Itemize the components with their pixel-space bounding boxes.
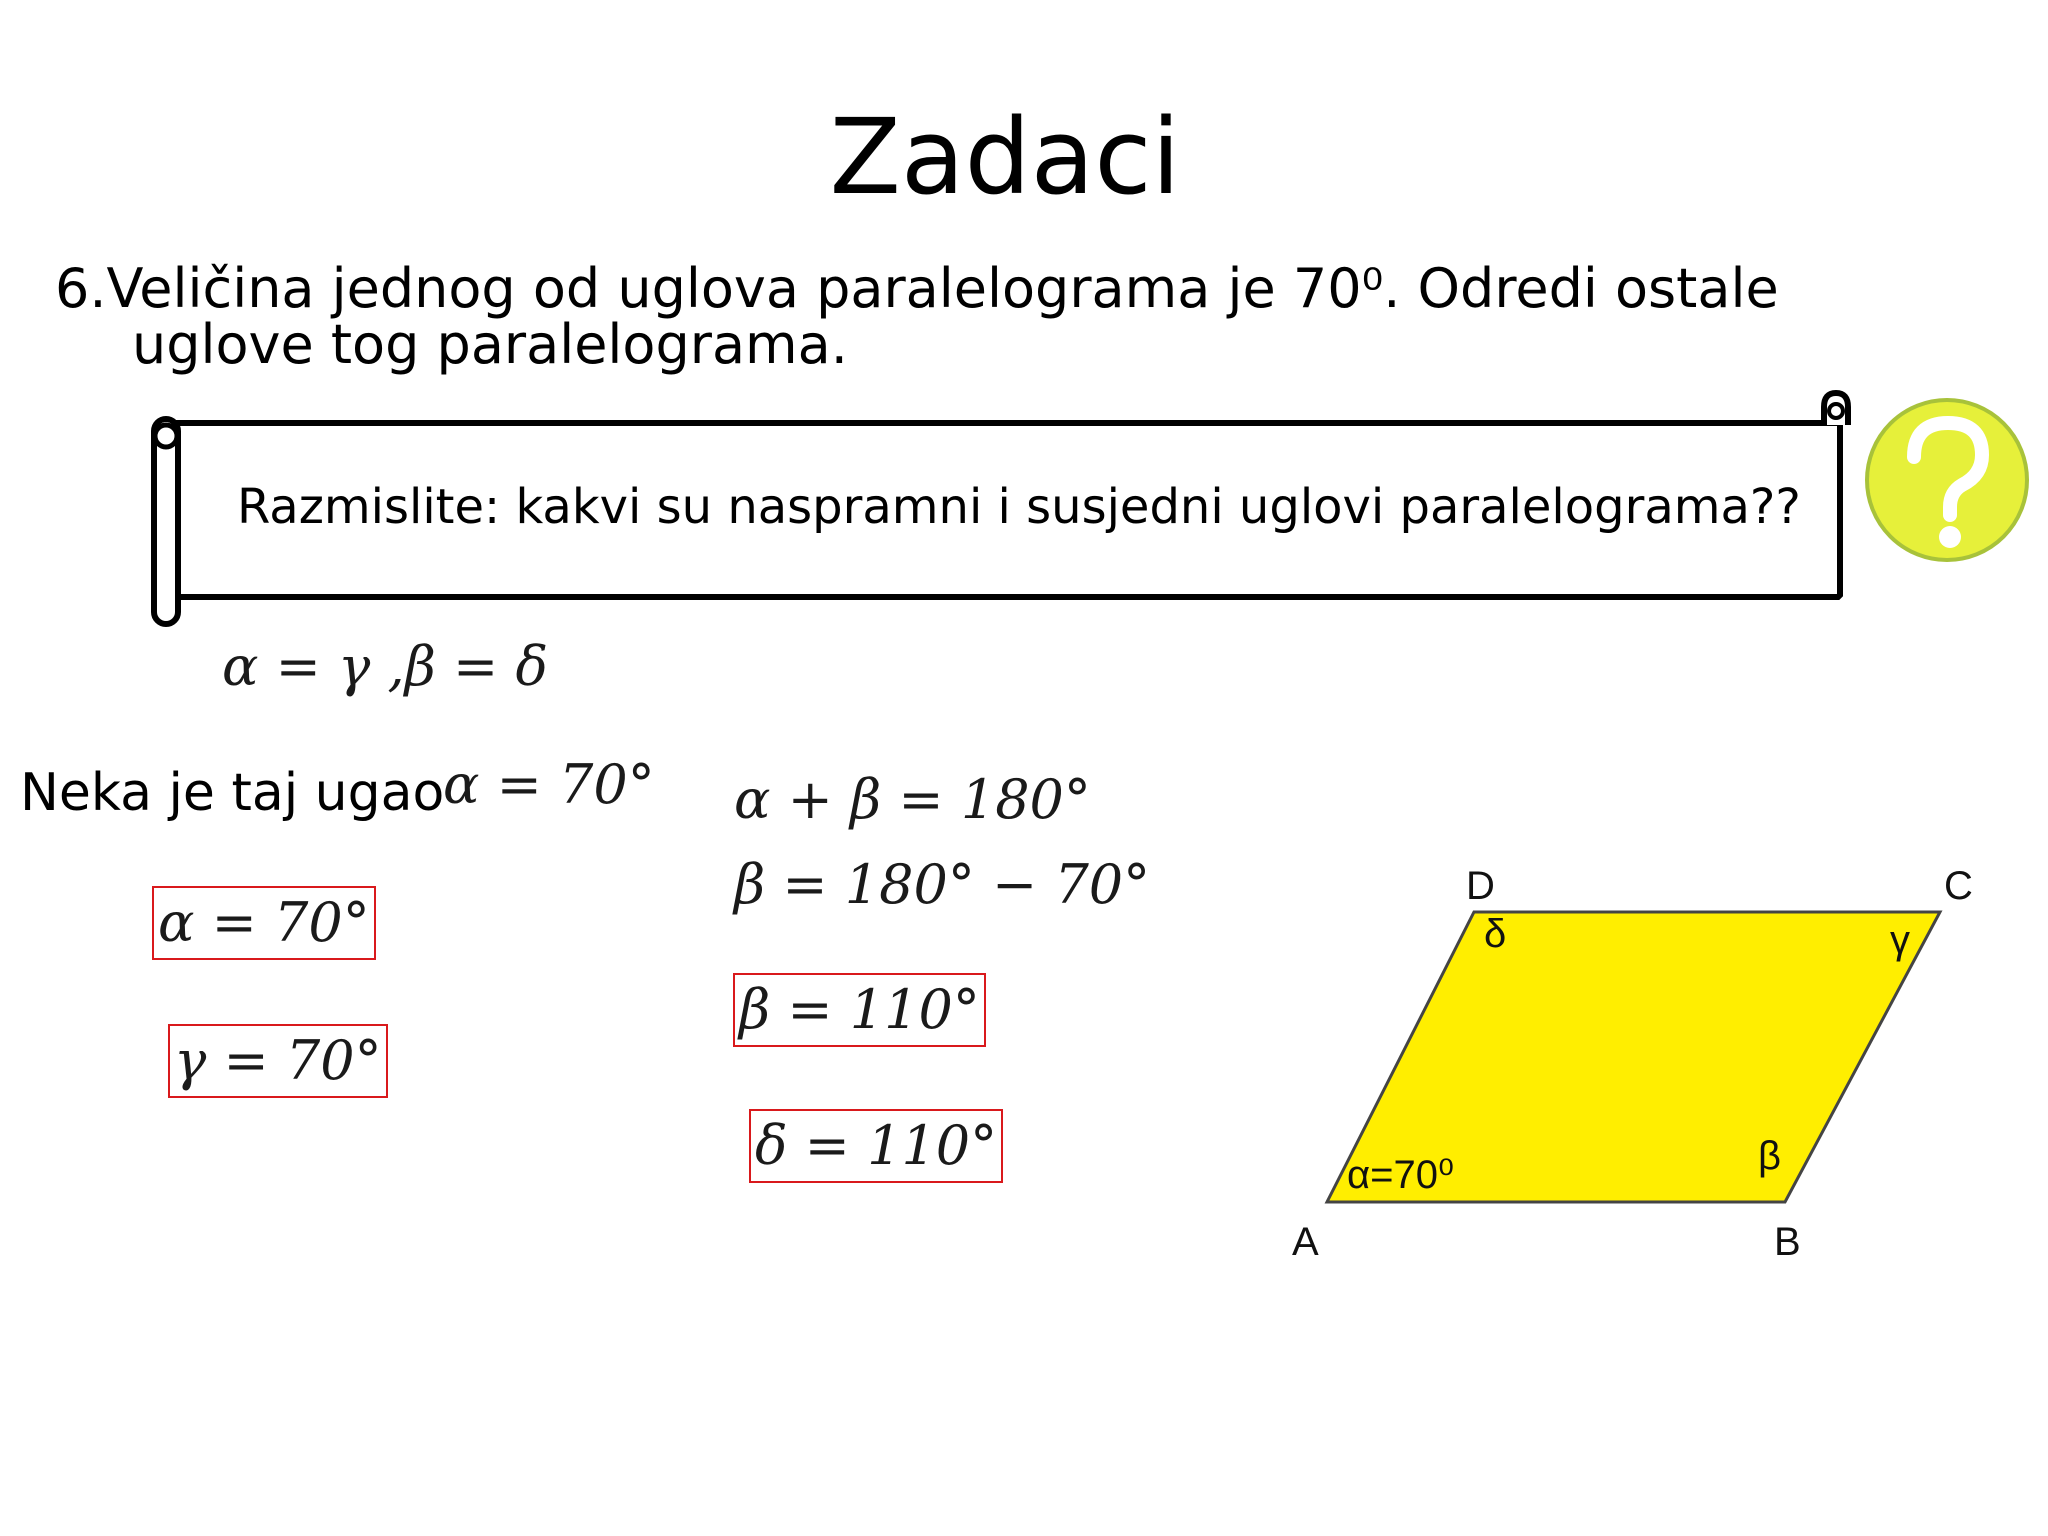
angle-alpha-label: α=70⁰: [1347, 1153, 1455, 1197]
hint-text: Razmislite: kakvi su naspramni i susjedni uglovi paralelograma??: [237, 479, 1801, 535]
angle-gamma-label: γ: [1890, 918, 1910, 962]
vertex-b-label: B: [1774, 1220, 1801, 1264]
slide-title: Zadaci: [829, 96, 1181, 218]
beta-result: β = 110°: [733, 973, 986, 1047]
task-line-1: 6.Veličina jednog od uglova paralelograma je 70⁰. Odredi ostale: [55, 257, 1779, 320]
angle-delta-label: δ: [1484, 912, 1507, 956]
alpha-result: α = 70°: [152, 886, 376, 960]
assumption-text: Neka je taj ugao: [20, 763, 445, 823]
task-line-2: uglove tog paralelograma.: [132, 313, 848, 376]
vertex-d-label: D: [1466, 864, 1495, 908]
vertex-c-label: C: [1944, 864, 1973, 908]
assumption-formula: α = 70°: [443, 753, 655, 816]
delta-result: δ = 110°: [749, 1109, 1003, 1183]
angle-sum-rule: α + β = 180°: [734, 768, 1091, 831]
parallelogram-figure: [1290, 860, 1990, 1280]
vertex-a-label: A: [1292, 1220, 1319, 1264]
angle-beta-label: β: [1758, 1134, 1782, 1178]
beta-calculation: β = 180° − 70°: [734, 853, 1151, 916]
equal-angles-relation: α = γ ,β = δ: [222, 635, 548, 698]
question-mark-icon: [1862, 395, 2032, 565]
gamma-result: γ = 70°: [168, 1024, 388, 1098]
